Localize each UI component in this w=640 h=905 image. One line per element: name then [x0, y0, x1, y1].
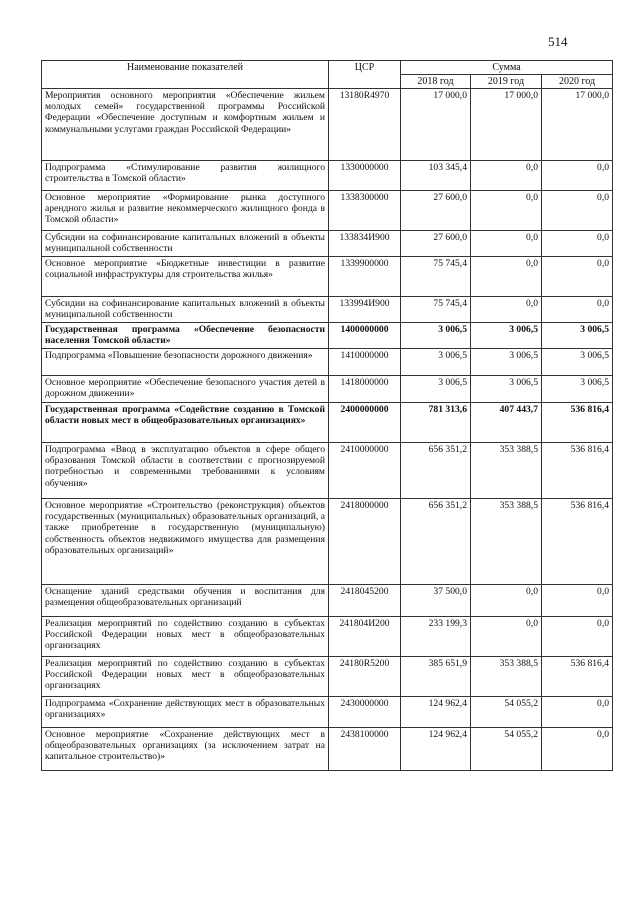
row-value-2019: 353 388,5	[471, 443, 542, 499]
row-name: Реализация мероприятий по содействию созданию в субъектах Российской Федерации новых мест в общеобразовательных организациях	[42, 657, 329, 697]
row-value-2020: 0,0	[542, 617, 613, 657]
row-value-2020: 0,0	[542, 257, 613, 297]
row-value-2020: 0,0	[542, 297, 613, 323]
table-row	[42, 657, 613, 697]
row-value-2019: 0,0	[471, 297, 542, 323]
row-value-2018: 27 600,0	[401, 231, 471, 257]
row-name: Реализация мероприятий по содействию созданию в субъектах Российской Федерации новых мест в общеобразовательных организациях	[42, 617, 329, 657]
row-value-2018: 3 006,5	[401, 323, 471, 349]
row-code: 2438100000	[329, 728, 401, 771]
row-code: 2418000000	[329, 499, 401, 585]
row-value-2018: 37 500,0	[401, 585, 471, 617]
row-name: Субсидии на софинансирование капитальных вложений в объекты муниципальной собственности	[42, 297, 329, 323]
header-year: 2020 год	[542, 75, 613, 89]
row-name: Основное мероприятие «Сохранение действующих мест в общеобразовательных организациях (за исключением затрат на капитальное строительство)»	[42, 728, 329, 771]
row-code: 1418000000	[329, 376, 401, 403]
row-code: 2410000000	[329, 443, 401, 499]
row-value-2020: 0,0	[542, 697, 613, 728]
row-value-2018: 75 745,4	[401, 257, 471, 297]
row-value-2018: 385 651,9	[401, 657, 471, 697]
row-value-2018: 781 313,6	[401, 403, 471, 443]
row-value-2018: 3 006,5	[401, 349, 471, 376]
row-code: 13180R4970	[329, 89, 401, 161]
table-row	[42, 697, 613, 728]
row-value-2019: 0,0	[471, 617, 542, 657]
table-row	[42, 161, 613, 191]
row-code: 2418045200	[329, 585, 401, 617]
page-number: 514	[548, 34, 568, 49]
table-row	[42, 499, 613, 585]
row-code: 2400000000	[329, 403, 401, 443]
row-name: Основное мероприятие «Формирование рынка доступного арендного жилья и развитие некоммерческого жилищного фонда в Томской области»	[42, 191, 329, 231]
row-code: 24180R5200	[329, 657, 401, 697]
row-name: Оснащение зданий средствами обучения и воспитания для размещения общеобразовательных организаций	[42, 585, 329, 617]
row-value-2019: 407 443,7	[471, 403, 542, 443]
row-value-2019: 0,0	[471, 585, 542, 617]
row-value-2020: 0,0	[542, 585, 613, 617]
row-value-2020: 536 816,4	[542, 403, 613, 443]
row-name: Основное мероприятие «Обеспечение безопасного участия детей в дорожном движении»	[42, 376, 329, 403]
row-value-2019: 54 055,2	[471, 697, 542, 728]
row-value-2019: 3 006,5	[471, 349, 542, 376]
table-row	[42, 231, 613, 257]
row-code: 241804И200	[329, 617, 401, 657]
row-value-2020: 536 816,4	[542, 499, 613, 585]
row-name: Основное мероприятие «Строительство (реконструкция) объектов государственных (муниципальных) образовательных организаций, а также приобретение в государственную (муниципальную) собственность объектов недвижимого имущества для размещения образовательных организаций»	[42, 499, 329, 585]
table-row	[42, 443, 613, 499]
row-value-2019: 0,0	[471, 257, 542, 297]
row-value-2020: 0,0	[542, 231, 613, 257]
row-value-2019: 353 388,5	[471, 499, 542, 585]
table-row	[42, 376, 613, 403]
row-name: Подпрограмма «Стимулирование развития жилищного строительства в Томской области»	[42, 161, 329, 191]
header-sum: Сумма	[401, 61, 613, 75]
row-code: 133834И900	[329, 231, 401, 257]
table-row	[42, 323, 613, 349]
header-year: 2019 год	[471, 75, 542, 89]
table-row	[42, 89, 613, 161]
row-code: 2430000000	[329, 697, 401, 728]
row-value-2018: 103 345,4	[401, 161, 471, 191]
row-value-2019: 17 000,0	[471, 89, 542, 161]
row-name: Подпрограмма «Сохранение действующих мест в образовательных организациях»	[42, 697, 329, 728]
table-row	[42, 349, 613, 376]
table-row	[42, 728, 613, 771]
row-code: 1410000000	[329, 349, 401, 376]
row-name: Мероприятия основного мероприятия «Обеспечение жильем молодых семей» государственной программы Российской Федерации «Обеспечение доступным и комфортным жильем и коммунальными услугами граждан Российской Федерации»	[42, 89, 329, 161]
table-row	[42, 257, 613, 297]
row-value-2020: 536 816,4	[542, 443, 613, 499]
row-value-2020: 536 816,4	[542, 657, 613, 697]
row-value-2020: 3 006,5	[542, 323, 613, 349]
row-name: Подпрограмма «Повышение безопасности дорожного движения»	[42, 349, 329, 376]
row-value-2020: 3 006,5	[542, 376, 613, 403]
header-name: Наименование показателей	[42, 61, 329, 89]
row-value-2018: 124 962,4	[401, 728, 471, 771]
table-row	[42, 403, 613, 443]
row-value-2020: 0,0	[542, 161, 613, 191]
table-row	[42, 617, 613, 657]
row-value-2018: 124 962,4	[401, 697, 471, 728]
row-name: Подпрограмма «Ввод в эксплуатацию объектов в сфере общего образования Томской области в соответствии с прогнозируемой потребностью и современными требованиями к условиям обучения»	[42, 443, 329, 499]
row-code: 1338300000	[329, 191, 401, 231]
table-row	[42, 191, 613, 231]
row-code: 1330000000	[329, 161, 401, 191]
row-value-2020: 0,0	[542, 191, 613, 231]
row-value-2018: 3 006,5	[401, 376, 471, 403]
row-value-2019: 0,0	[471, 191, 542, 231]
budget-table	[41, 60, 613, 771]
row-value-2020: 3 006,5	[542, 349, 613, 376]
row-code: 133994И900	[329, 297, 401, 323]
row-value-2019: 3 006,5	[471, 376, 542, 403]
row-code: 1339900000	[329, 257, 401, 297]
row-name: Субсидии на софинансирование капитальных вложений в объекты муниципальной собственности	[42, 231, 329, 257]
header-year: 2018 год	[401, 75, 471, 89]
row-value-2018: 656 351,2	[401, 499, 471, 585]
row-value-2020: 17 000,0	[542, 89, 613, 161]
row-value-2018: 27 600,0	[401, 191, 471, 231]
row-name: Основное мероприятие «Бюджетные инвестиции в развитие социальной инфраструктуры для строительства жилья»	[42, 257, 329, 297]
row-value-2018: 17 000,0	[401, 89, 471, 161]
row-value-2019: 0,0	[471, 161, 542, 191]
header-code: ЦСР	[329, 61, 401, 89]
row-value-2019: 3 006,5	[471, 323, 542, 349]
row-name: Государственная программа «Содействие созданию в Томской области новых мест в общеобразовательных организациях»	[42, 403, 329, 443]
row-value-2019: 353 388,5	[471, 657, 542, 697]
row-value-2020: 0,0	[542, 728, 613, 771]
table-row	[42, 585, 613, 617]
row-value-2019: 54 055,2	[471, 728, 542, 771]
row-value-2018: 656 351,2	[401, 443, 471, 499]
row-value-2018: 233 199,3	[401, 617, 471, 657]
row-code: 1400000000	[329, 323, 401, 349]
table-row	[42, 297, 613, 323]
row-value-2018: 75 745,4	[401, 297, 471, 323]
row-name: Государственная программа «Обеспечение безопасности населения Томской области»	[42, 323, 329, 349]
row-value-2019: 0,0	[471, 231, 542, 257]
